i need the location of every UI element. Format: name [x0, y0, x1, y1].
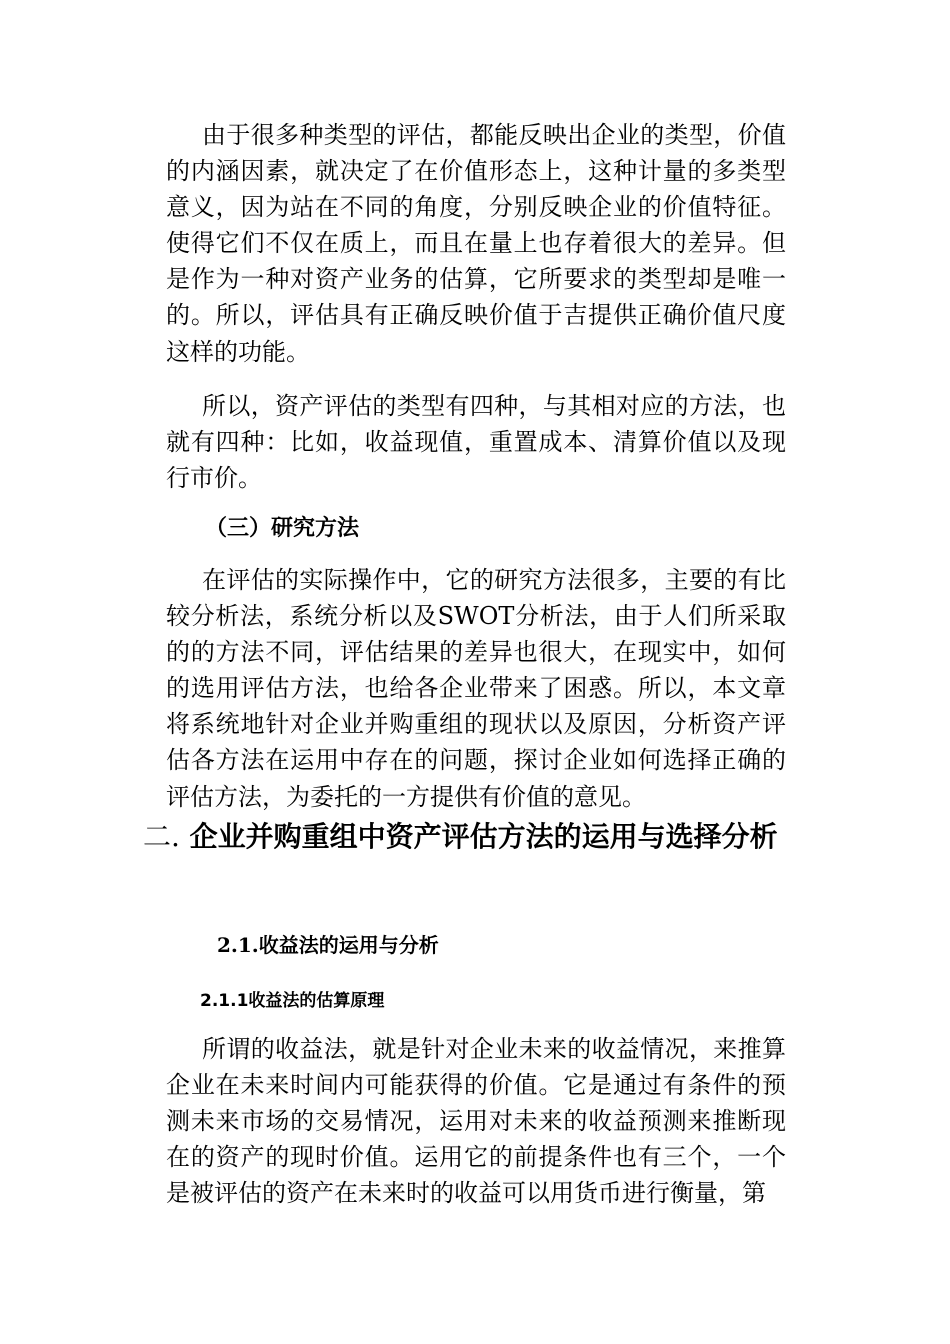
section-number: 2.1. — [217, 933, 259, 957]
section-title: 收益法的运用与分析 — [258, 933, 439, 957]
section-number: 二. — [143, 820, 180, 853]
section-heading-2-1 — [217, 929, 439, 961]
subheading-research-methods: （三）研究方法 — [205, 516, 360, 541]
body-paragraph-4: 所谓的收益法，就是针对企业未来的收益情况，来推算企业在未来时间内可能获得的价值。它是通过有条件的预测未来市场的交易情况，运用对未来的收益预测来推断现在的资产的现时价值。运用它的前提条件也有三个，一个是被评估的资产在未来时的收益可以用货币进行衡量，第 — [166, 1035, 786, 1208]
section-title: 企业并购重组中资产评估方法的运用与选择分析 — [189, 820, 778, 853]
body-paragraph-1: 由于很多种类型的评估，都能反映出企业的类型，价值的内涵因素，就决定了在价值形态上，这种计量的多类型意义，因为站在不同的角度，分别反映企业的价值特征。使得它们不仅在质上，而且在量上也存着很大的差异。但是作为一种对资产业务的估算，它所要求的类型却是唯一的。所以，评估具有正确反映价值于吉提供正确价值尺度这样的功能。 — [166, 121, 786, 366]
body-paragraph-2: 所以，资产评估的类型有四种，与其相对应的方法，也就有四种：比如，收益现值，重置成本、清算价值以及现行市价。 — [166, 392, 786, 493]
body-paragraph-3: 在评估的实际操作中，它的研究方法很多，主要的有比较分析法，系统分析以及SWOT分析法，由于人们所采取的的方法不同，评估结果的差异也很大，在现实中，如何的选用评估方法，也给各企业带来了困惑。所以，本文章将系统地针对企业并购重组的现状以及原因，分析资产评估各方法在运用中存在的问题，探讨企业如何选择正确的评估方法，为委托的一方提供有价值的意见。 — [166, 566, 786, 811]
section-heading-2-1-1: 2.1.1收益法的估算原理 — [200, 991, 385, 1011]
section-heading-2 — [143, 815, 793, 859]
